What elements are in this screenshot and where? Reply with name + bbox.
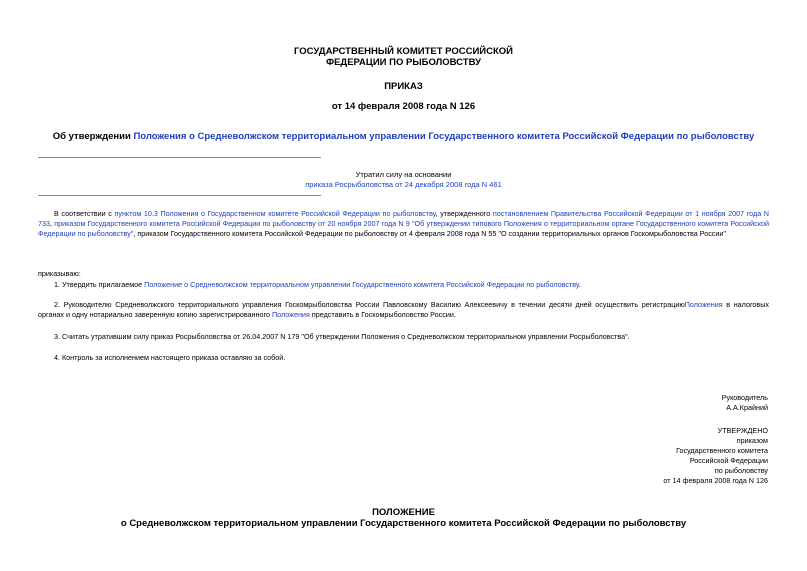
approval-line-2: приказом — [736, 436, 768, 445]
signature-name: А.А.Крайний — [726, 403, 768, 412]
preamble-text-3: , — [50, 219, 55, 228]
item1-end: . — [578, 280, 581, 289]
item1-text: 1. Утвердить прилагаемое — [54, 280, 145, 289]
item2-end: представить в Госкомрыболовство России. — [309, 310, 456, 319]
divider-bottom — [38, 195, 321, 196]
signature-block — [722, 393, 768, 413]
order-item-2 — [38, 300, 769, 320]
order-word: приказываю: — [38, 269, 81, 278]
item2-text: 2. Руководителю Средневолжского территориального управления Госкомрыболовства России Павловскому Василию Алексеевичу в течении десяти дней осуществить регистрацию — [54, 300, 685, 309]
approval-line-3: Государственного комитета — [676, 446, 768, 455]
document-date-number: от 14 февраля 2008 года N 126 — [331, 101, 476, 112]
approval-line-5: по рыболовству — [714, 466, 768, 475]
item2-mid: в налоговых органах и одну нотариально заверенную копию зарегистрированного — [38, 300, 769, 319]
preamble-link-order[interactable]: приказом Государственного комитета Российской Федерации по рыболовству от 20 ноября 2007 года N 9 "Об утверждении типового Положения о территориальном органе Государственного комитета Российской Федерации по рыболовству" — [38, 219, 770, 238]
document-subject — [0, 131, 807, 142]
preamble-link-decree[interactable]: постановлением Правительства Российской Федерации от 1 ноября 2007 года N 733 — [38, 209, 769, 228]
approval-line-6: от 14 февраля 2008 года N 126 — [663, 476, 768, 485]
lost-force-link-line — [0, 180, 807, 189]
lost-force-note: Утратил силу на основании — [355, 170, 452, 179]
appendix-subtitle: о Средневолжском территориальном управлении Государственного комитета Российской Федерации по рыболовству — [120, 518, 687, 529]
issuer-title — [0, 46, 807, 68]
approval-stamp — [663, 426, 768, 486]
lost-force-link[interactable]: приказа Росрыболовства от 24 декабря 2008 года N 461 — [305, 180, 502, 189]
preamble-paragraph — [38, 209, 769, 239]
order-item-1 — [38, 280, 769, 290]
issuer-title-line1: ГОСУДАРСТВЕННЫЙ КОМИТЕТ РОССИЙСКОЙ — [293, 46, 514, 57]
preamble-link-regulation[interactable]: пунктом 10.3 Положения о Государственном комитете Российской Федерации по рыболовству — [114, 209, 436, 218]
order-item-4: 4. Контроль за исполнением настоящего приказа оставляю за собой. — [54, 353, 286, 362]
subject-prefix: Об утверждении — [52, 131, 134, 142]
order-item-3: 3. Считать утратившим силу приказ Росрыболовства от 26.04.2007 N 179 "Об утверждении Положения о Средневолжском территориальном управлении Росрыболовства". — [54, 332, 630, 341]
document-type: ПРИКАЗ — [384, 81, 423, 92]
preamble-text-2: , утвержденного — [435, 209, 493, 218]
approval-line-1: УТВЕРЖДЕНО — [717, 426, 768, 435]
preamble-text-1: В соответствии с — [54, 209, 115, 218]
issuer-title-line2: ФЕДЕРАЦИИ ПО РЫБОЛОВСТВУ — [325, 57, 481, 68]
item2-link-2[interactable]: Положения — [271, 310, 310, 319]
signature-role: Руководитель — [721, 393, 768, 402]
divider-top — [38, 157, 321, 158]
preamble-text-4: , приказом Государственного комитета Российской Федерации по рыболовству от 4 февраля 2008 года N 55 "О создании территориальных органов Госкомрыболовства России" — [133, 229, 726, 238]
approval-line-4: Российской Федерации — [689, 456, 768, 465]
item2-link-1[interactable]: Положения — [684, 300, 723, 309]
appendix-title: ПОЛОЖЕНИЕ — [372, 507, 435, 518]
item1-link[interactable]: Положение о Средневолжском территориальном управлении Государственного комитета Российской Федерации по рыболовству — [144, 280, 579, 289]
subject-link[interactable]: Положения о Средневолжском территориальном управлении Государственного комитета Российской Федерации по рыболовству — [133, 131, 755, 142]
